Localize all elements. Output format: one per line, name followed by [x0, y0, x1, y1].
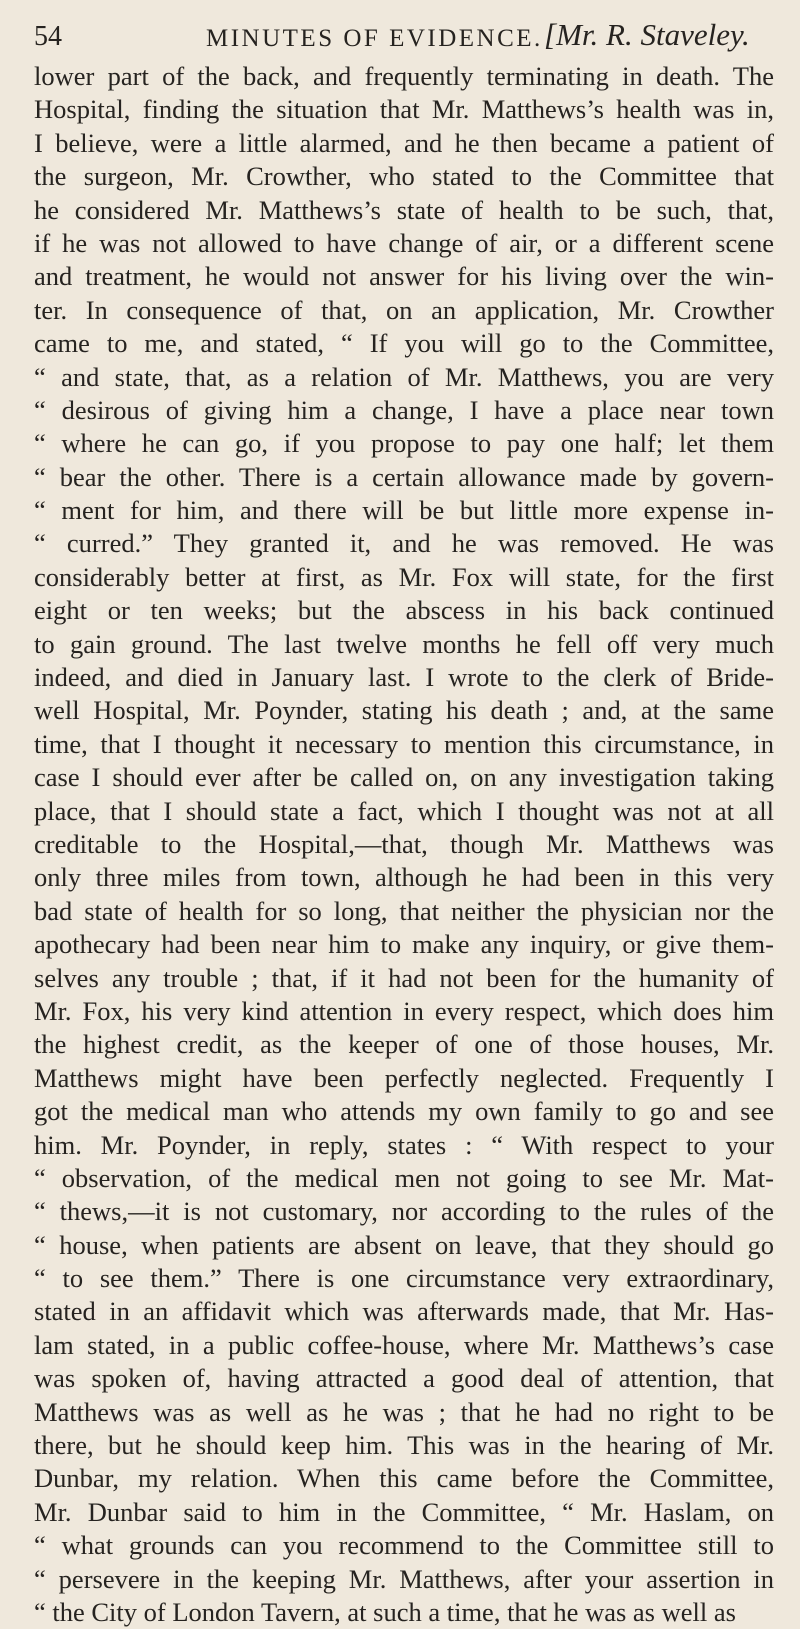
text-line: selves any trouble ; that, if it had not been for the humanity of — [34, 962, 774, 993]
text-line: “ thews,—it is not customary, nor according to the rules of the — [34, 1196, 774, 1227]
running-head — [34, 14, 774, 58]
text-line: eight or ten weeks; but the abscess in his back continued — [34, 595, 774, 626]
text-line: “ bear the other. There is a certain allowance made by govern- — [34, 461, 774, 492]
body-text — [34, 60, 774, 1629]
text-line: lam stated, in a public coffee-house, where Mr. Matthews’s case — [34, 1329, 774, 1360]
text-line: Matthews might have been perfectly neglected. Frequently I — [34, 1062, 774, 1093]
text-line: Hospital, finding the situation that Mr. Matthews’s health was in, — [34, 94, 774, 125]
text-line: considerably better at first, as Mr. Fox will state, for the first — [34, 561, 774, 592]
text-line: place, that I should state a fact, which I thought was not at all — [34, 795, 774, 826]
text-line: apothecary had been near him to make any inquiry, or give them- — [34, 929, 774, 960]
text-line: “ house, when patients are absent on leave, that they should go — [34, 1229, 774, 1260]
text-line: bad state of health for so long, that neither the physician nor the — [34, 895, 774, 926]
text-line: “ desirous of giving him a change, I have a place near town — [34, 394, 774, 425]
text-line: Matthews was as well as he was ; that he had no right to be — [34, 1396, 774, 1427]
text-line: creditable to the Hospital,—that, though Mr. Matthews was — [34, 828, 774, 859]
text-line: “ curred.” They granted it, and he was removed. He was — [34, 528, 774, 559]
text-line: got the medical man who attends my own family to go and see — [34, 1096, 774, 1127]
text-line: time, that I thought it necessary to mention this circumstance, in — [34, 728, 774, 759]
text-line: the highest credit, as the keeper of one of those houses, Mr. — [34, 1029, 774, 1060]
text-line: “ where he can go, if you propose to pay one half; let them — [34, 428, 774, 459]
text-line: case I should ever after be called on, on any investigation taking — [34, 762, 774, 793]
witness-name: [Mr. R. Staveley. — [544, 17, 750, 52]
text-line: him. Mr. Poynder, in reply, states : “ With respect to your — [34, 1129, 774, 1160]
text-line: Mr. Fox, his very kind attention in every respect, which does him — [34, 995, 774, 1026]
text-line: “ the City of London Tavern, at such a time, that he was as well as — [34, 1596, 736, 1627]
text-line: Dunbar, my relation. When this came before the Committee, — [34, 1463, 774, 1494]
text-line: “ observation, of the medical men not going to see Mr. Mat- — [34, 1162, 774, 1193]
text-line: was spoken of, having attracted a good deal of attention, that — [34, 1363, 774, 1394]
text-line: “ persevere in the keeping Mr. Matthews, after your assertion in — [34, 1563, 774, 1594]
text-line: well Hospital, Mr. Poynder, stating his death ; and, at the same — [34, 695, 774, 726]
text-line: Mr. Dunbar said to him in the Committee, “ Mr. Haslam, on — [34, 1496, 774, 1527]
text-line: I believe, were a little alarmed, and he then became a patient of — [34, 127, 774, 158]
text-line: “ ment for him, and there will be but little more expense in- — [34, 495, 774, 526]
text-line: the surgeon, Mr. Crowther, who stated to the Committee that — [34, 161, 774, 192]
text-line: stated in an affidavit which was afterwards made, that Mr. Has- — [34, 1296, 774, 1327]
page-number: 54 — [34, 21, 62, 52]
text-line: lower part of the back, and frequently terminating in death. The — [34, 61, 774, 91]
text-line: only three miles from town, although he had been in this very — [34, 862, 774, 893]
text-line: to gain ground. The last twelve months he fell off very much — [34, 628, 774, 659]
text-line: “ what grounds can you recommend to the Committee still to — [34, 1530, 774, 1561]
text-line: he considered Mr. Matthews’s state of health to be such, that, — [34, 194, 774, 225]
text-line: “ to see them.” There is one circumstance very extraordinary, — [34, 1263, 774, 1294]
text-line: “ and state, that, as a relation of Mr. Matthews, you are very — [34, 361, 774, 392]
text-line: ter. In consequence of that, on an application, Mr. Crowther — [34, 294, 774, 325]
text-line: and treatment, he would not answer for his living over the win- — [34, 261, 774, 292]
text-line: there, but he should keep him. This was in the hearing of Mr. — [34, 1430, 774, 1461]
text-line: if he was not allowed to have change of air, or a different scene — [34, 227, 774, 258]
text-line: indeed, and died in January last. I wrote to the clerk of Bride- — [34, 662, 774, 693]
section-title: MINUTES OF EVIDENCE. — [206, 25, 543, 52]
text-line: came to me, and stated, “ If you will go to the Committee, — [34, 328, 774, 359]
